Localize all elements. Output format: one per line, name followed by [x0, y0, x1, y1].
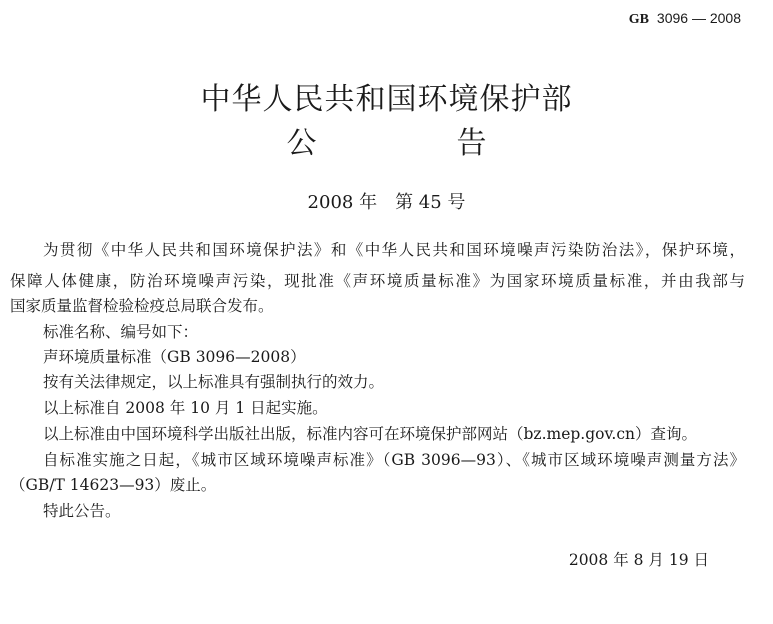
- standard-header: [629, 10, 741, 28]
- standard-prefix: GB: [628, 12, 649, 27]
- issue-number: 2008 年 第 45 号: [307, 192, 466, 213]
- standard-number: 3096 — 2008: [656, 10, 741, 26]
- body-line: 标准名称、编号如下：: [43, 323, 199, 341]
- body-line: 自标准实施之日起，《城市区域环境噪声标准》（GB 3096—93）、《城市区域环境噪声测量方法》: [43, 451, 745, 469]
- issue-date: 2008 年 8 月 19 日: [568, 551, 709, 569]
- notice-heading: [0, 118, 773, 162]
- body-line: 保障人体健康，防治环境噪声污染，现批准《声环境质量标准》为国家环境质量标准，并由我部与: [10, 272, 745, 290]
- notice-char: 告: [456, 126, 487, 161]
- notice-char: 公: [286, 126, 317, 161]
- body-line: 以上标准由中国环境科学出版社出版，标准内容可在环境保护部网站（bz.mep.gov.cn）查询。: [43, 425, 697, 443]
- body-line: 国家质量监督检验检疫总局联合发布。: [10, 297, 274, 315]
- body-line: 声环境质量标准（GB 3096—2008）: [43, 348, 306, 366]
- body-line: 按有关法律规定，以上标准具有强制执行的效力。: [43, 373, 385, 391]
- body-line: 为贯彻《中华人民共和国环境保护法》和《中华人民共和国环境噪声污染防治法》，保护环境，: [43, 241, 745, 259]
- body-line: （GB/T 14623—93）废止。: [10, 476, 217, 494]
- ministry-title: 中华人民共和国环境保护部: [200, 82, 573, 117]
- body-line: 以上标准自 2008 年 10 月 1 日起实施。: [43, 399, 328, 417]
- body-line: 特此公告。: [43, 502, 121, 520]
